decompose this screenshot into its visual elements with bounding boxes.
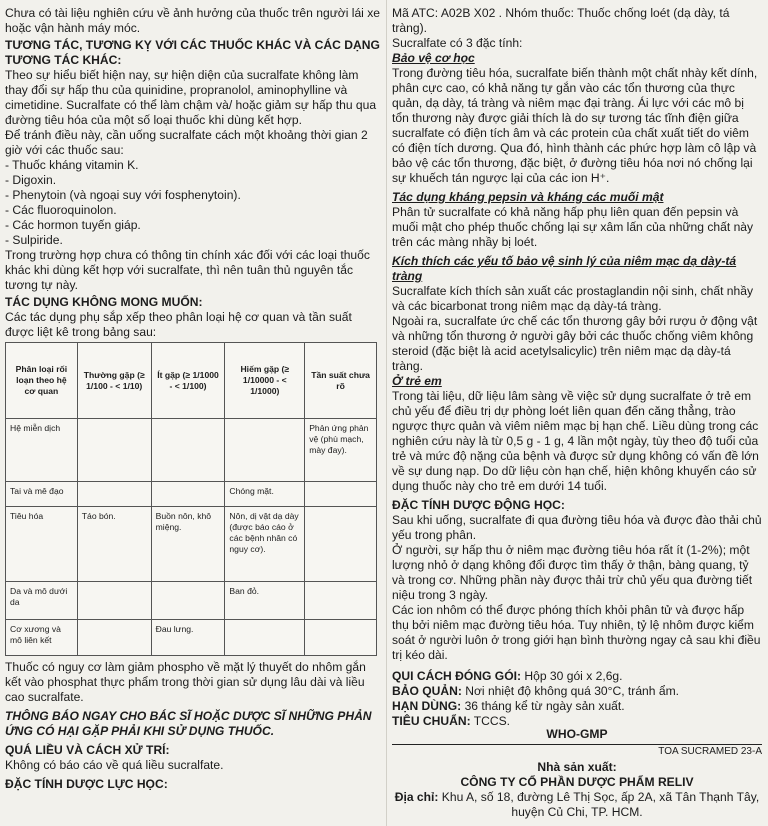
mechanical-protection-heading: Bảo vệ cơ học: [392, 51, 475, 65]
table-row: [6, 482, 377, 507]
table-row: [6, 507, 377, 582]
drug-list-item: - Phenytoin (và ngoại suy với fosphenytoin).: [5, 188, 241, 202]
table-row: [6, 620, 377, 656]
table-row: [6, 582, 377, 620]
table-cell: [305, 620, 377, 656]
table-header-cell: Hiếm gặp (≥ 1/10000 - < 1/1000): [225, 343, 305, 419]
table-cell: Ban đỏ.: [225, 582, 305, 620]
table-cell: [305, 507, 377, 582]
who-gmp-label: WHO-GMP: [546, 727, 608, 741]
atc-sub-line: Sucralfate có 3 đặc tính:: [392, 36, 523, 50]
interactions-paragraph-2: Để tránh điều này, cần uống sucralfate cách một khoảng thời gian 2 giờ với các thuốc sau:: [5, 128, 368, 157]
table-cell: [151, 582, 225, 620]
mechanical-protection-text: Trong đường tiêu hóa, sucralfate biến thành một chất nhày kết dính, phân cực cao, có khả năng tự gắn vào các tổn thương của thực quản, dạ dày, tá tràng và niêm mạc đại tràng. Ái lực với các mô bị tổn thương này được giải thích là do sự tương tác tĩnh điện giữa sucralfate có điện tích âm và các protein của chất xuất tiết do viêm có điện tích dương. Qua đó, hình thành các phức hợp làm cô lập và bảo vệ các tổn thương, đặc biệt, ở đường tiêu hóa nơi nó chống lại sự khuếch tán ngược lại của các ion H⁺.: [392, 66, 758, 185]
table-row: [6, 419, 377, 482]
address-line: [392, 790, 762, 805]
adverse-heading: TÁC DỤNG KHÔNG MONG MUỐN:: [5, 295, 203, 309]
table-cell: [225, 620, 305, 656]
children-heading: Ở trẻ em: [392, 374, 442, 388]
anti-pepsin-text: Phân tử sucralfate có khả năng hấp phụ liên quan đến pepsin và muối mật cho phép thuốc chống lại sự xâm lấn của những chất này trên các màng nhầy bị loét.: [392, 205, 754, 249]
table-header-cell: Ít gặp (≥ 1/1000 - < 1/100): [151, 343, 225, 419]
adverse-paragraph-after: Thuốc có nguy cơ làm giảm phospho về mặt lý thuyết do nhôm gắn kết vào phosphat thực phẩm trong thời gian sử dụng lâu dài và liều cao sucralfate.: [5, 660, 366, 704]
table-cell: [77, 419, 151, 482]
anti-pepsin-heading: Tác dụng kháng pepsin và kháng các muối mật: [392, 190, 664, 204]
pharmacokinetics-heading: ĐẶC TÍNH DƯỢC ĐỘNG HỌC:: [392, 498, 565, 512]
drug-list-item: - Các fluoroquinolon.: [5, 203, 117, 217]
drug-list-item: - Các hormon tuyến giáp.: [5, 218, 141, 232]
manufacturer-footer: [392, 727, 762, 820]
storage-line: [392, 684, 762, 699]
physiological-protection-text-2: Ngoài ra, sucralfate ức chế các tổn thương gây bởi rượu ở động vật và những tổn thương ở người gây bởi các thuốc chống viêm không steroid (đặc biệt là acid acetylsalicylic) trên niêm mạc dạ dày-tá tràng.: [392, 314, 758, 373]
drug-list-item: - Thuốc kháng vitamin K.: [5, 158, 139, 172]
table-cell: [305, 482, 377, 507]
notify-heading: THÔNG BÁO NGAY CHO BÁC SĨ HOẶC DƯỢC SĨ NHỮNG PHẢN ỨNG CÓ HẠI GẶP PHẢI KHI SỬ DỤNG THUỐC.: [5, 709, 372, 738]
table-cell: Buồn nôn, khô miệng.: [151, 507, 225, 582]
packaging-value: Hộp 30 gói x 2,6g.: [521, 669, 623, 683]
table-header-cell: Phân loại rối loạn theo hệ cơ quan: [6, 343, 78, 419]
standard-label: TIÊU CHUẨN:: [392, 714, 471, 728]
table-cell: Tai và mê đạo: [6, 482, 78, 507]
overdose-heading: QUÁ LIỀU VÀ CÁCH XỬ TRÍ:: [5, 743, 170, 757]
pharmacokinetics-paragraph-1: Sau khi uống, sucralfate đi qua đường tiêu hóa và được đào thải chủ yếu trong phân.: [392, 513, 762, 542]
adverse-effects-table: [5, 342, 377, 656]
packaging-line: [392, 669, 762, 684]
physiological-protection-heading: Kích thích các yếu tố bảo vệ sinh lý của niêm mạc dạ dày-tá tràng: [392, 254, 737, 283]
left-column: [5, 6, 383, 792]
storage-label: BẢO QUẢN:: [392, 684, 462, 698]
right-column: [392, 6, 762, 729]
address-line-2: huyện Củ Chi, TP. HCM.: [511, 805, 643, 819]
expiry-line: [392, 699, 762, 714]
expiry-label: HẠN DÙNG:: [392, 699, 462, 713]
drug-list-item: - Digoxin.: [5, 173, 57, 187]
expiry-value: 36 tháng kể từ ngày sản xuất.: [461, 699, 625, 713]
address-label: Địa chỉ:: [394, 790, 439, 804]
table-cell: [77, 482, 151, 507]
interactions-paragraph-3: Trong trường hợp chưa có thông tin chính xác đối với các loại thuốc khác khi dùng kết hợp với sucralfate, thì nên tuân thủ nguyên tắc tương tự này.: [5, 248, 370, 292]
physiological-protection-text-1: Sucralfate kích thích sản xuất các prostaglandin nội sinh, chất nhầy và các bicarbonat trong niêm mạc dạ dày-tá tràng.: [392, 284, 754, 313]
table-cell: Đau lưng.: [151, 620, 225, 656]
table-cell: [225, 419, 305, 482]
address-value: Khu A, số 18, đường Lê Thị Sọc, ấp 2A, xã Tân Thạnh Tây,: [438, 790, 760, 804]
storage-value: Nơi nhiệt độ không quá 30°C, tránh ẩm.: [461, 684, 680, 698]
table-cell: [77, 620, 151, 656]
children-text: Trong tài liệu, dữ liệu lâm sàng về việc sử dụng sucralfate ở trẻ em chủ yếu để điều trị dự phòng loét liên quan đến căng thẳng, trào ngược thực quản và viêm niêm mạc bị hạn chế. Liều dùng trong các nghiên cứu này là từ 0,5 g - 1 g, 4 lần một ngày, tùy theo độ tuổi của trẻ và mức độ nặng của bệnh và được sử dụng không có vấn đề lớn về sự dung nạp. Do dữ liệu còn hạn chế, hiện không khuyến cáo sử dụng thuốc này cho trẻ em dưới 14 tuổi.: [392, 389, 759, 493]
overdose-text: Không có báo cáo về quá liều sucralfate.: [5, 758, 224, 772]
pharmacokinetics-paragraph-3: Các ion nhôm có thể được phóng thích khỏi phân tử và được hấp thụ bởi niêm mạc đường tiêu hóa. Tuy nhiên, tỷ lệ nhôm được kiểm soát ở người luôn ở trong giới hạn bình thường ngay cả sau khi điều trị kéo dài.: [392, 603, 761, 662]
table-cell: Hệ miễn dịch: [6, 419, 78, 482]
interactions-paragraph-1: Theo sự hiểu biết hiện nay, sự hiện diện của sucralfate không làm thay đổi sự hấp thu của quinidine, propranolol, aminophylline và cimetidine. Sucralfate có thể làm chậm và/ hoặc giảm sự hấp thu qua đường tiêu hóa của một số loại thuốc khi dùng kết hợp.: [5, 68, 377, 127]
table-cell: [151, 419, 225, 482]
table-cell: [77, 582, 151, 620]
table-cell: Nôn, dị vật dạ dày (được báo cáo ở các bệnh nhân có nguy cơ).: [225, 507, 305, 582]
table-cell: Phản ứng phản vệ (phù mạch, mày đay).: [305, 419, 377, 482]
column-divider: [386, 0, 387, 826]
table-cell: [305, 582, 377, 620]
table-cell: Chóng mặt.: [225, 482, 305, 507]
manufacturer-label: Nhà sản xuất:: [537, 760, 617, 774]
drug-list-item: - Sulpiride.: [5, 233, 63, 247]
table-cell: [151, 482, 225, 507]
table-cell: Tiêu hóa: [6, 507, 78, 582]
packaging-label: QUI CÁCH ĐÓNG GÓI:: [392, 669, 521, 683]
drug-list: [5, 158, 383, 248]
atc-line: Mã ATC: A02B X02 . Nhóm thuốc: Thuốc chống loét (dạ dày, tá tràng).: [392, 6, 730, 35]
table-cell: Cơ xương và mô liên kết: [6, 620, 78, 656]
intro-paragraph: Chưa có tài liệu nghiên cứu về ảnh hưởng của thuốc trên người lái xe hoặc vận hành máy móc.: [5, 6, 380, 35]
table-cell: Táo bón.: [77, 507, 151, 582]
table-cell: Da và mô dưới da: [6, 582, 78, 620]
table-header-cell: Tần suất chưa rõ: [305, 343, 377, 419]
table-header-cell: Thường gặp (≥ 1/100 - < 1/10): [77, 343, 151, 419]
toa-code: TOA SUCRAMED 23-A: [658, 746, 762, 757]
adverse-intro: Các tác dụng phụ sắp xếp theo phân loại hệ cơ quan và tần suất được liệt kê trong bảng sau:: [5, 310, 352, 339]
interactions-heading: TƯƠNG TÁC, TƯƠNG KỴ VỚI CÁC THUỐC KHÁC VÀ CÁC DẠNG TƯƠNG TÁC KHÁC:: [5, 38, 380, 67]
standard-value: TCCS.: [470, 714, 511, 728]
pharmacodynamics-heading: ĐẶC TÍNH DƯỢC LỰC HỌC:: [5, 777, 168, 791]
pharmacokinetics-paragraph-2: Ở người, sự hấp thu ở niêm mạc đường tiêu hóa rất ít (1-2%); một lượng nhỏ ở dạng không đổi được tìm thấy ở thận, bàng quang, tỷ và trong cơ. Những phần này được thải trừ chủ yếu qua đường tiết niệu trong 3 ngày.: [392, 543, 753, 602]
manufacturer-name: CÔNG TY CỔ PHẦN DƯỢC PHẨM RELIV: [460, 775, 694, 789]
